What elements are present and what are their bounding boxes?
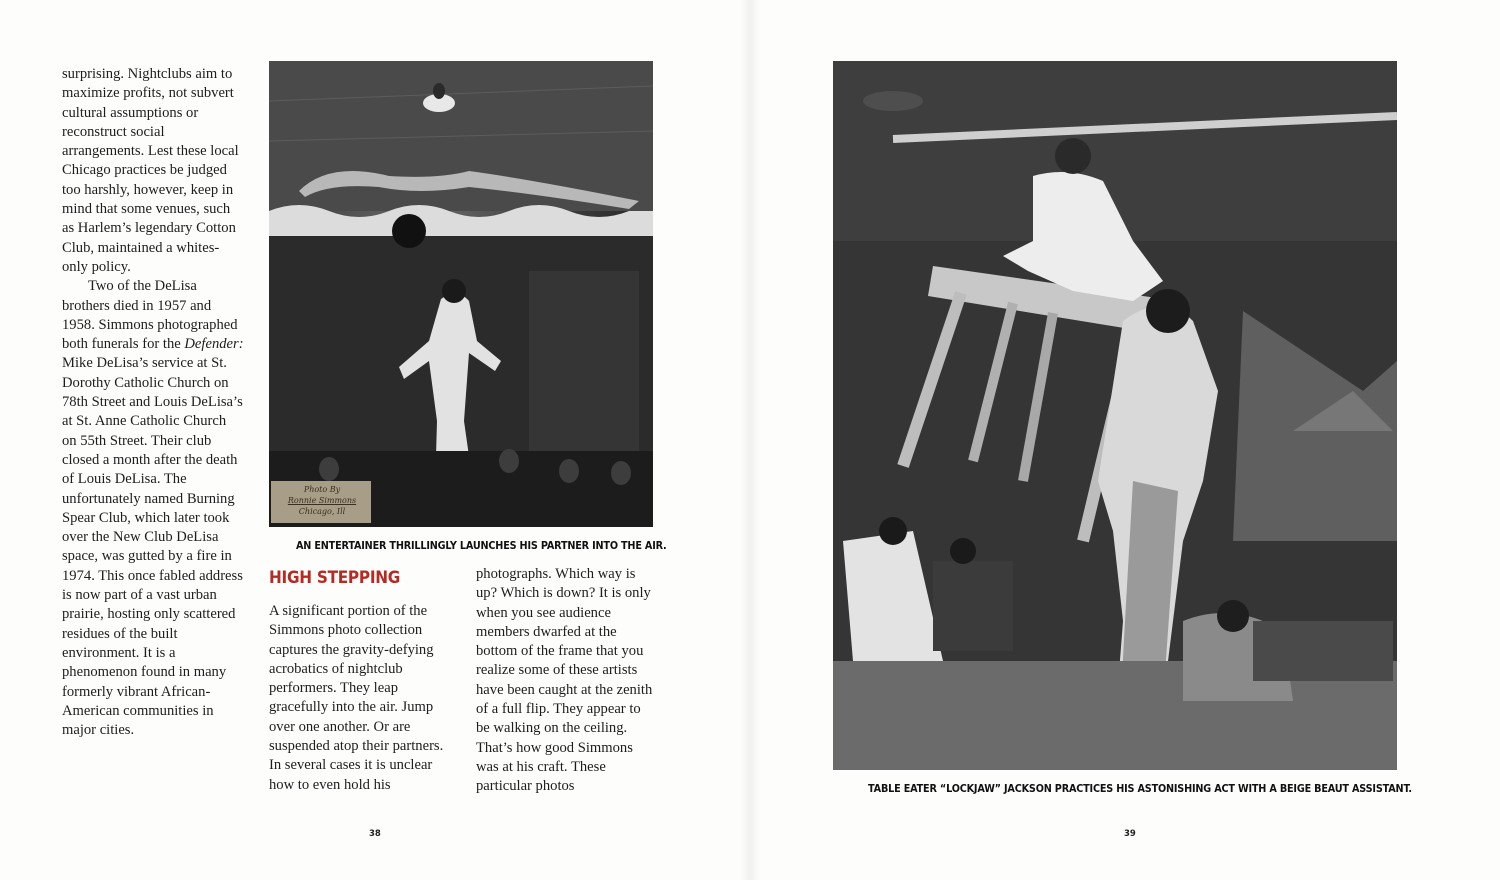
stamp-line-2: Ronnie Simmons bbox=[287, 496, 357, 505]
paragraph-2-end: Mike DeLisa’s service at St. Dorothy Catholic Church on 78th Street and Louis DeLisa’s at St. Anne Catholic Church on 55th Street. Their club closed a month after the death of Louis DeLisa. The unfortunately named Burning Spear Club, which later took over the New Club DeLisa space, was gutted by a fire in 1974. This once fabled address is now part of a vast urban prairie, hosting only scattered residues of the built environment. It is a phenomenon found in many formerly vibrant African-American communities in major cities. bbox=[62, 355, 243, 739]
table-act-photo bbox=[833, 61, 1397, 770]
photo-credit-stamp bbox=[275, 484, 369, 517]
stamp-line-1: Photo By bbox=[303, 485, 341, 494]
book-gutter bbox=[740, 0, 760, 880]
paragraph-4: photographs. Which way is up? Which is down? It is only when you see audience members dwarfed at the bottom of the frame that you realize some of these artists have been caught at the zenith of a full flip. They appear to be walking on the ceiling. That’s how good Simmons was at his craft. These particular photos bbox=[476, 566, 653, 795]
table-act-photo-illustration bbox=[833, 61, 1397, 770]
left-photo-caption: AN ENTERTAINER THRILLINGLY LAUNCHES HIS PARTNER INTO THE AIR. bbox=[296, 540, 667, 552]
page-number-left: 38 bbox=[369, 829, 381, 839]
stamp-line-3: Chicago, Ill bbox=[298, 507, 346, 516]
body-column-1 bbox=[62, 65, 244, 740]
body-column-2 bbox=[269, 602, 455, 795]
paragraph-1: surprising. Nightclubs aim to maximize profits, not subvert cultural assumptions or reconstruct social arrangements. Lest these local Chicago practices be judged too harshly, however, keep in mind that some venues, such as Harlem’s legendary Cotton Club, maintained a whites-only policy. bbox=[62, 66, 239, 275]
page-number-right: 39 bbox=[1124, 829, 1136, 839]
paragraph-2 bbox=[62, 277, 244, 740]
paragraph-3: A significant portion of the Simmons photo collection captures the gravity-defying acrobatics of nightclub performers. They leap gracefully into the air. Jump over one another. Or are suspended atop their partners. In several cases it is unclear how to even hold his bbox=[269, 603, 444, 793]
right-photo-caption: TABLE EATER “LOCKJAW” JACKSON PRACTICES HIS ASTONISHING ACT WITH A BEIGE BEAUT ASSISTANT. bbox=[868, 783, 1412, 795]
section-heading: HIGH STEPPING bbox=[269, 568, 401, 588]
body-column-3 bbox=[476, 565, 658, 797]
acrobat-photo-illustration bbox=[269, 61, 653, 527]
publication-name: Defender: bbox=[184, 336, 244, 353]
paragraph-2-start: Two of the DeLisa brothers died in 1957 and 1958. Simmons photographed both funerals for the bbox=[62, 278, 238, 353]
acrobat-photo bbox=[269, 61, 653, 527]
